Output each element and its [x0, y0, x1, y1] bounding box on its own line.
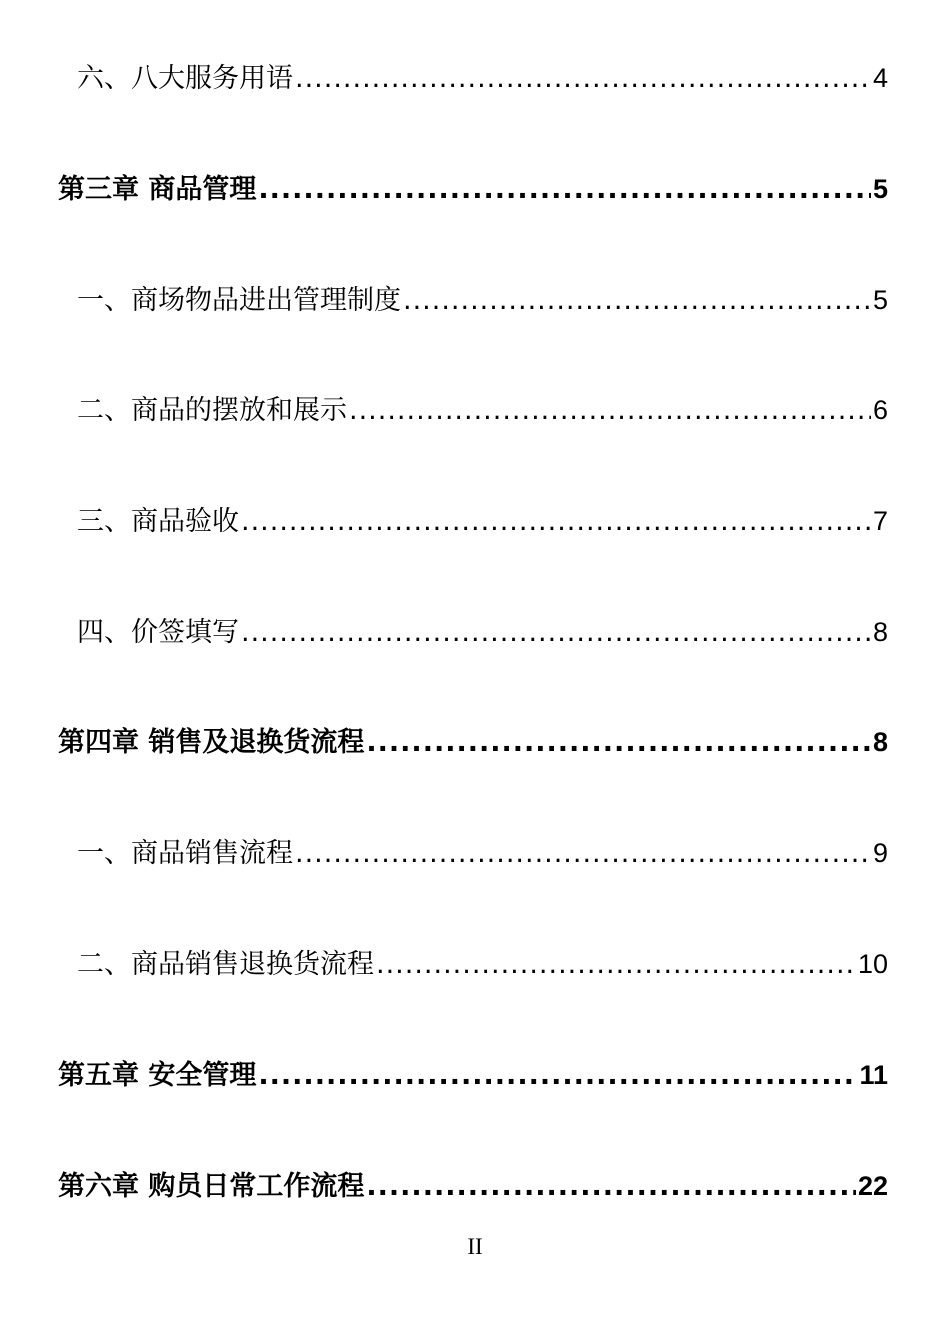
- toc-entry-section[interactable]: [77, 833, 888, 873]
- toc-entry-page: 8: [872, 617, 888, 647]
- toc-entry-page: 7: [872, 506, 888, 536]
- toc-entry-page: 5: [872, 285, 888, 315]
- toc-entry-title: 二、商品销售退换货流程: [77, 949, 374, 980]
- toc-entry-page: 10: [857, 949, 888, 979]
- toc-entry-chapter[interactable]: [58, 1055, 888, 1095]
- toc-entry-chapter[interactable]: [58, 1166, 888, 1206]
- toc-entry-title: 第三章 商品管理: [58, 174, 257, 205]
- toc-entry-section[interactable]: [77, 280, 888, 320]
- toc-dot-leader: [349, 391, 871, 431]
- toc-entry-section[interactable]: [77, 58, 888, 98]
- toc-dot-leader: [258, 1056, 857, 1096]
- toc-entry-page: 8: [872, 727, 888, 757]
- toc-entry-title: 一、商场物品进出管理制度: [77, 285, 401, 316]
- toc-entry-chapter[interactable]: [58, 722, 888, 762]
- toc-entry-page: 6: [872, 395, 888, 425]
- toc-entry-chapter[interactable]: [58, 169, 888, 209]
- toc-dot-leader: [241, 502, 871, 542]
- toc-dot-leader: [241, 613, 871, 653]
- toc-dot-leader: [295, 834, 871, 874]
- toc-entry-section[interactable]: [77, 501, 888, 541]
- toc-entry-section[interactable]: [77, 612, 888, 652]
- toc-entry-title: 第五章 安全管理: [58, 1060, 257, 1091]
- page-number: II: [467, 1234, 483, 1259]
- toc-entry-title: 二、商品的摆放和展示: [77, 395, 347, 426]
- toc-dot-leader: [258, 170, 871, 210]
- toc-dot-leader: [403, 281, 871, 321]
- toc-entry-page: 9: [872, 838, 888, 868]
- toc-dot-leader: [366, 1167, 856, 1207]
- toc-dot-leader: [295, 59, 871, 99]
- toc-dot-leader: [366, 723, 871, 763]
- toc-entry-title: 四、价签填写: [77, 617, 239, 648]
- toc-entry-page: 22: [857, 1171, 888, 1201]
- toc-entry-title: 第六章 购员日常工作流程: [58, 1171, 365, 1202]
- toc-entry-title: 三、商品验收: [77, 506, 239, 537]
- toc-entry-section[interactable]: [77, 944, 888, 984]
- toc-entry-page: 5: [872, 174, 888, 204]
- toc-entry-section[interactable]: [77, 390, 888, 430]
- toc-entry-title: 一、商品销售流程: [77, 838, 293, 869]
- toc-entry-title: 六、八大服务用语: [77, 63, 293, 94]
- toc-dot-leader: [376, 945, 856, 985]
- toc-entry-page: 4: [872, 63, 888, 93]
- toc-entry-page: 11: [859, 1060, 888, 1090]
- toc-entry-title: 第四章 销售及退换货流程: [58, 727, 365, 758]
